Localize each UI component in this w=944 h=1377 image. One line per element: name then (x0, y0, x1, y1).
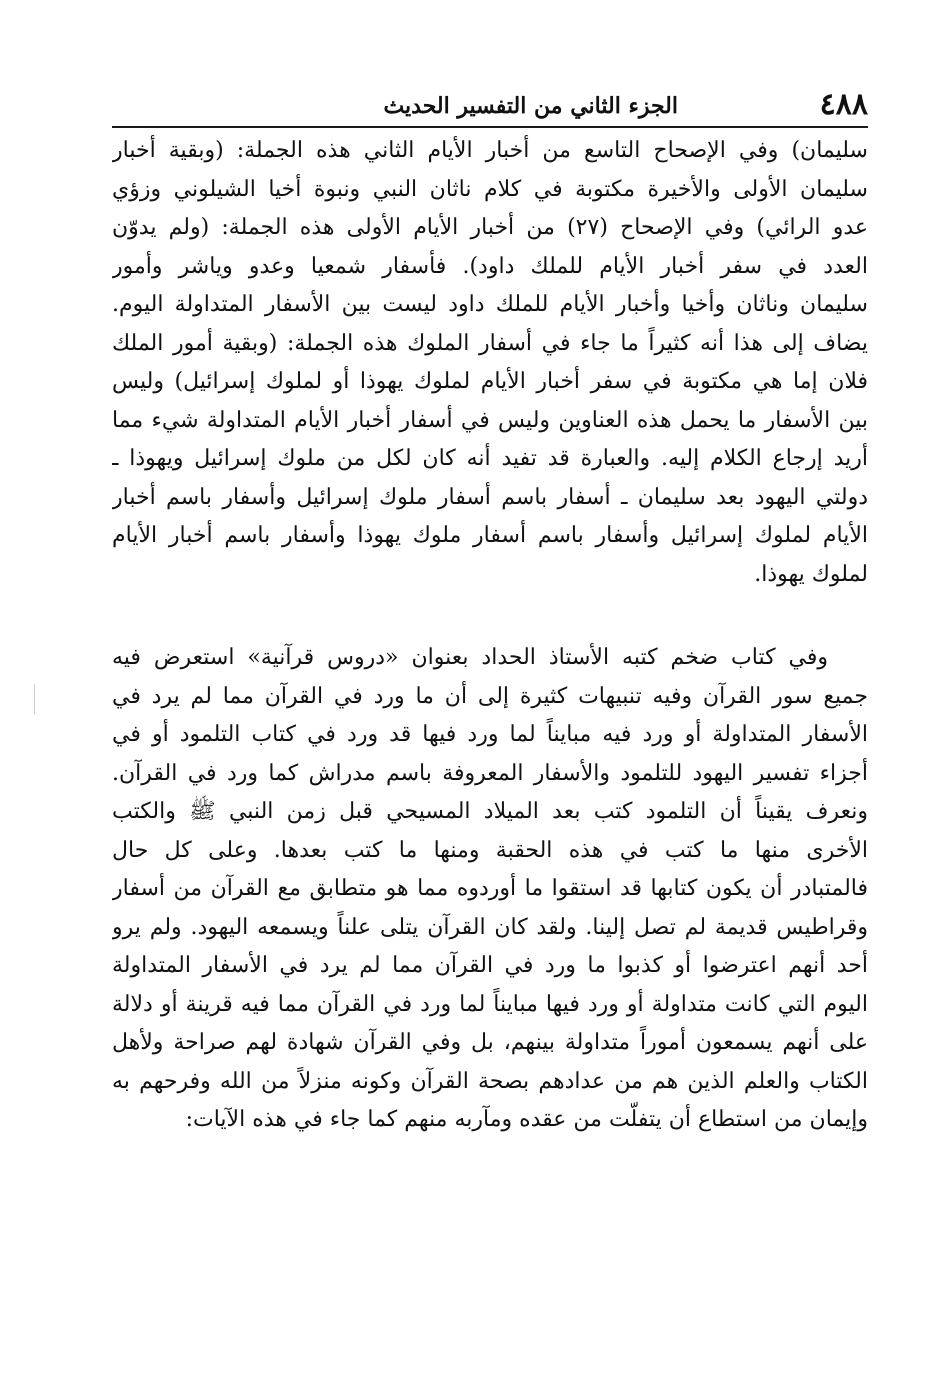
text-line: أجزاء تفسير اليهود للتلمود والأسفار المعروفة باسم مدراش كما ورد في القرآن. (112, 760, 868, 786)
text-line: ونعرف يقيناً أن التلمود كتب بعد الميلاد المسيحي قبل زمن النبي ﷺ والكتب (112, 799, 868, 824)
text-line: الأيام لملوك إسرائيل وأسفار باسم أسفار ملوك يهوذا وأسفار باسم أخبار الأيام (112, 523, 868, 548)
text-line: جميع سور القرآن وفيه تنبيهات كثيرة إلى أن ما ورد في القرآن مما لم يرد في (112, 683, 868, 709)
text-line: فلان إما هي مكتوبة في سفر أخبار الأيام لملوك يهوذا أو لملوك إسرائيل) وليس (112, 369, 868, 394)
text-line: يضاف إلى هذا أنه كثيراً ما جاء في أسفار الملوك هذه الجملة: (وبقية أمور الملك (112, 330, 868, 356)
scan-margin-mark (34, 684, 35, 714)
text-line: الكتاب والعلم الذين هم من عدادهم بصحة القرآن وكونه منزلاً من الله وفرحهم به (112, 1068, 868, 1094)
paragraph-gap (112, 594, 868, 639)
text-line: عدو الرائي) وفي الإصحاح (٢٧) من أخبار الأيام الأولى هذه الجملة: (ولم يدوّن (112, 215, 868, 240)
text-line: وفي كتاب ضخم كتبه الأستاذ الحداد بعنوان «دروس قرآنية» استعرض فيه (112, 645, 828, 670)
page-header (112, 82, 868, 128)
text-line: سليمان) وفي الإصحاح التاسع من أخبار الأيام الثاني هذه الجملة: (وبقية أخبار (112, 138, 868, 163)
running-title: الجزء الثاني من التفسير الحديث (383, 93, 678, 119)
text-line: لملوك يهوذا. (754, 561, 868, 587)
text-line: فالمتبادر أن يكون كتابها قد استقوا ما أوردوه مما هو متطابق مع القرآن من أسفار (112, 876, 868, 901)
text-line: العدد في سفر أخبار الأيام للملك داود). فأسفار شمعيا وعدو وياشر وأمور (112, 253, 868, 279)
text-line: وقراطيس قديمة لم تصل إلينا. ولقد كان القرآن يتلى علناً ويسمعه اليهود. ولم يرو (112, 914, 868, 940)
text-line: على أنهم يسمعون أموراً متداولة بينهم، بل وفي القرآن شهادة لهم صراحة ولأهل (112, 1030, 868, 1055)
text-line: وإيمان من استطاع أن يتفلّت من عقده ومآربه منهم كما جاء في هذه الآيات: (185, 1107, 868, 1132)
text-line: اليوم التي كانت متداولة أو ورد فيها مبايناً لما ورد في القرآن مما فيه قرينة أو دلالة (112, 991, 868, 1017)
text-line: بين الأسفار ما يحمل هذه العناوين وليس في أسفار أخبار الأيام المتداولة شيء مما (112, 407, 868, 433)
text-line: الأسفار المتداولة أو ورد فيه مبايناً لما ورد فيها قد ورد في كتاب التلمود أو في (112, 722, 868, 747)
text-line: سليمان وناثان وأخيا وأخبار الأيام للملك داود ليست بين الأسفار المتداولة اليوم. (112, 292, 868, 317)
page-number: ٤٨٨ (819, 87, 868, 122)
text-line: أحد أنهم اعترضوا أو كذبوا ما ورد في القرآن مما لم يرد في الأسفار المتداولة (112, 953, 868, 978)
paragraph-1 (112, 132, 868, 594)
body-text (112, 132, 868, 1140)
text-line: الأخرى منها ما كتب في هذه الحقبة ومنها ما كتب بعدها. وعلى كل حال (112, 837, 868, 863)
text-line: أريد إرجاع الكلام إليه. والعبارة قد تفيد أنه كان لكل من ملوك إسرائيل ويهوذا ـ (112, 446, 868, 471)
paragraph-2 (112, 639, 868, 1140)
text-line: دولتي اليهود بعد سليمان ـ أسفار باسم أسفار ملوك إسرائيل وأسفار باسم أخبار (112, 484, 868, 510)
text-line: سليمان الأولى والأخيرة مكتوبة في كلام ناثان النبي ونبوة أخيا الشيلوني وزؤي (112, 176, 868, 202)
